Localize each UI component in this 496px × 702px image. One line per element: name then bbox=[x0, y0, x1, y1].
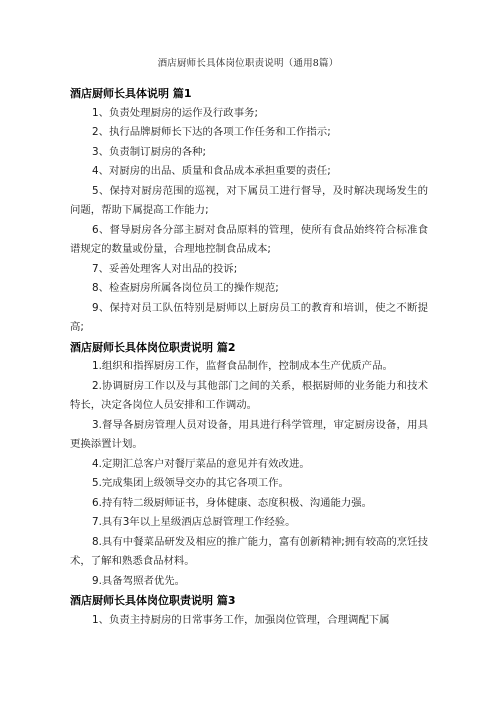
section-heading: 酒店厨师长具体说明 篇1 bbox=[70, 87, 192, 100]
list-item: 6、督导厨房各分部主厨对食品原料的管理，使所有食品始终符合标准食谱规定的数量或份量，合理地控制食品成本; bbox=[70, 223, 428, 255]
list-item: 9.具备驾照者优先。 bbox=[92, 574, 186, 587]
list-item: 2、执行品牌厨师长下达的各项工作任务和工作指示; bbox=[92, 126, 331, 138]
list-item: 5、保持对厨房范围的巡视，对下属员工进行督导，及时解决现场发生的问题，帮助下属提高工作能力; bbox=[70, 184, 428, 216]
list-item: 6.持有特二级厨师证书，身体健康、态度积极、沟通能力强。 bbox=[92, 496, 373, 509]
list-item: 8、检查厨房所属各岗位员工的操作规范; bbox=[92, 282, 279, 294]
section-heading: 酒店厨师长具体岗位职责说明 篇2 bbox=[70, 340, 236, 354]
document-body bbox=[70, 84, 428, 630]
list-item: 5.完成集团上级领导交办的其它各项工作。 bbox=[92, 477, 289, 489]
section-2 bbox=[70, 338, 428, 592]
list-item: 9、保持对员工队伍特别是厨师以上厨房员工的教育和培训，使之不断提高; bbox=[70, 301, 428, 333]
section-1 bbox=[70, 84, 428, 338]
section-3 bbox=[70, 591, 428, 630]
list-item: 4.定期汇总客户对餐厅菜品的意见并有效改进。 bbox=[92, 457, 310, 470]
list-item: 3、负责制订厨房的各种; bbox=[92, 145, 207, 158]
list-item: 1.组织和指挥厨房工作，监督食品制作，控制成本生产优质产品。 bbox=[92, 360, 393, 372]
list-item: 1、负责主持厨房的日常事务工作，加强岗位管理，合理调配下属 bbox=[92, 613, 390, 626]
list-item: 2.协调厨房工作以及与其他部门之间的关系，根据厨师的业务能力和技术特长，决定各岗位人员安排和工作调动。 bbox=[70, 379, 428, 411]
list-item: 7.具有3年以上星级酒店总厨管理工作经验。 bbox=[92, 516, 296, 528]
list-item: 8.具有中餐菜品研发及相应的推广能力，富有创新精神;拥有较高的烹饪技术，了解和熟悉食品材料。 bbox=[70, 535, 428, 567]
document-title: 酒店厨师长具体岗位职责说明（通用8篇） bbox=[157, 58, 339, 69]
list-item: 3.督导各厨房管理人员对设备，用具进行科学管理，审定厨房设备，用具更换添置计划。 bbox=[70, 418, 428, 450]
list-item: 7、妥善处理客人对出品的投诉; bbox=[92, 262, 238, 275]
list-item: 4、对厨房的出品、质量和食品成本承担重要的责任; bbox=[92, 165, 331, 177]
section-heading: 酒店厨师长具体岗位职责说明 篇3 bbox=[70, 594, 236, 607]
list-item: 1、负责处理厨房的运作及行政事务; bbox=[92, 106, 258, 119]
